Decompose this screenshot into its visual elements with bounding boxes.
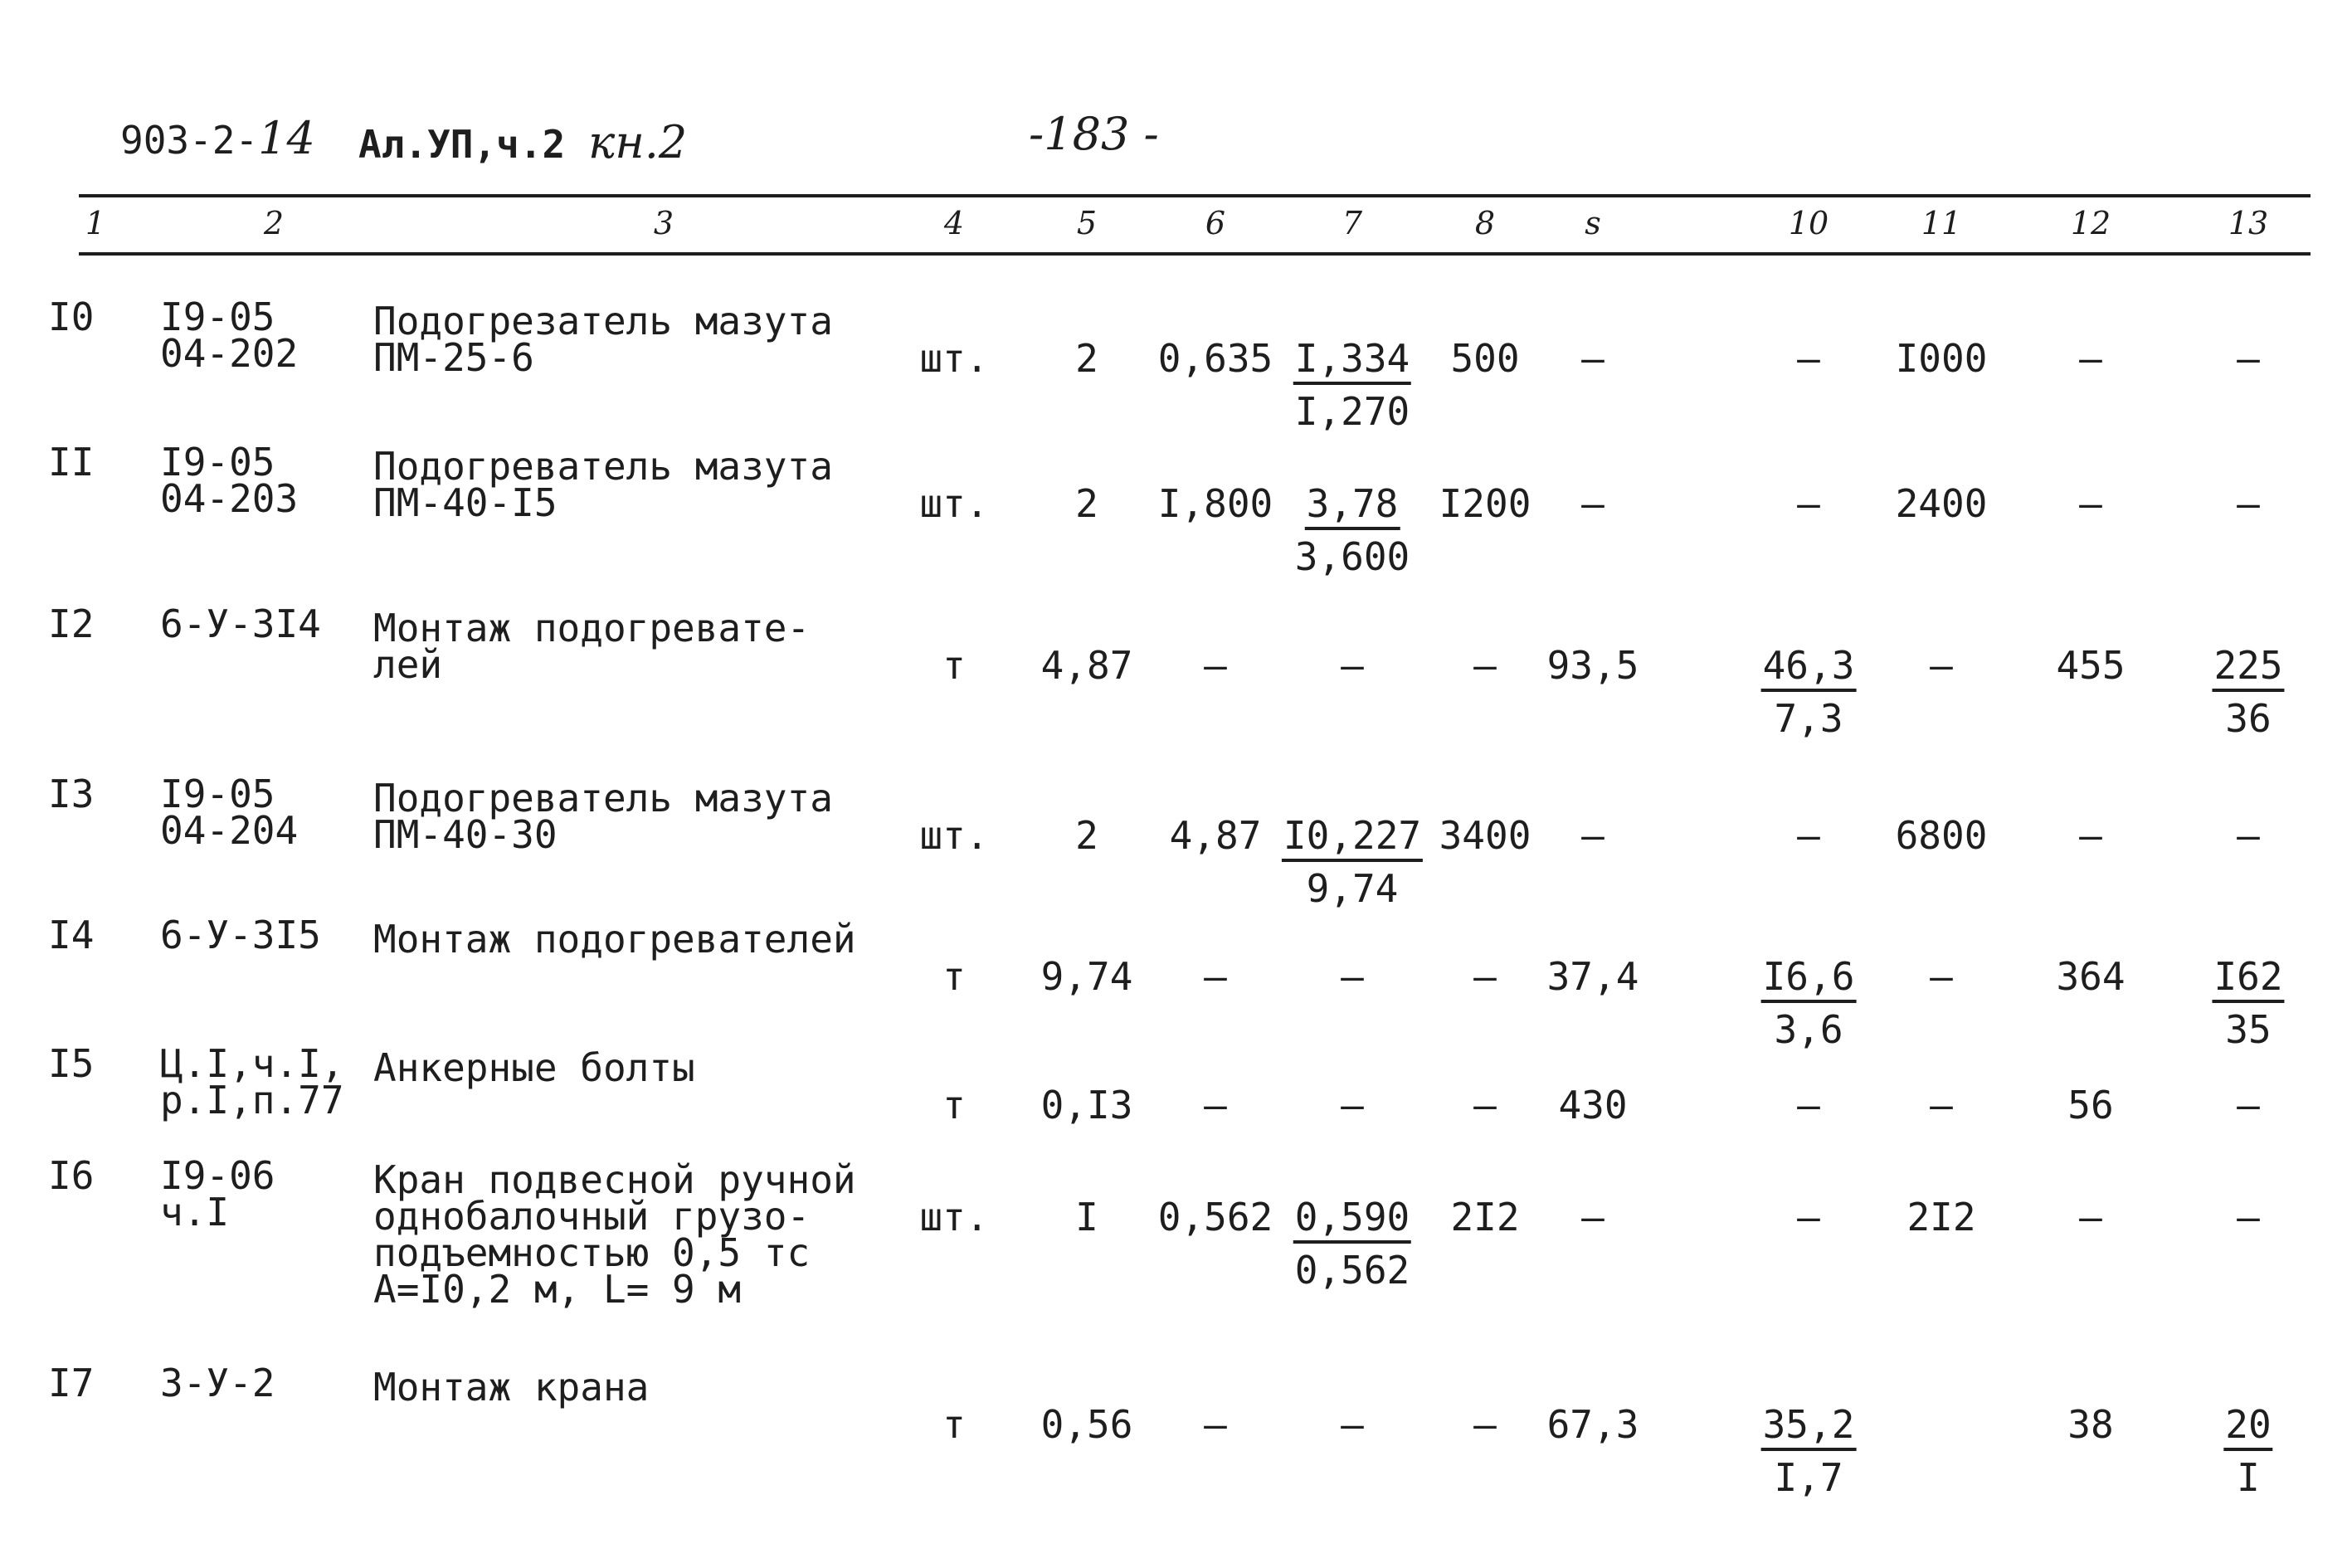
- value-cell-6: –: [1204, 643, 1227, 688]
- column-number-2: 2: [263, 205, 285, 241]
- unit-cell: шт.: [919, 336, 989, 381]
- column-number-10: 10: [1788, 205, 1829, 241]
- norm-code-line: 04-204: [160, 808, 299, 853]
- value-cell-8: –: [1473, 1083, 1497, 1127]
- row-number: I6: [48, 1153, 95, 1198]
- norm-code-line: 04-202: [160, 331, 299, 376]
- item-name-line: Анкерные болты: [373, 1045, 695, 1090]
- fraction-cell-10: [1761, 1402, 1857, 1500]
- album-reference: [358, 116, 687, 168]
- fraction-cell-7-denominator: 0,562: [1294, 1248, 1410, 1293]
- item-name-line: лей: [373, 642, 443, 687]
- row-number: I4: [48, 913, 95, 957]
- item-name-line: Монтаж подогревателей: [373, 917, 856, 962]
- norm-code-line: I9-05: [160, 295, 275, 339]
- value-cell-6: 0,562: [1157, 1195, 1273, 1239]
- value-cell-11: 2400: [1895, 481, 1988, 526]
- value-cell-13: –: [2237, 1083, 2260, 1127]
- column-number-7: 7: [1342, 205, 1363, 241]
- value-cell-9: 67,3: [1546, 1402, 1639, 1447]
- column-number-3: 3: [653, 205, 674, 241]
- value-cell-6: –: [1204, 1083, 1227, 1127]
- value-cell-11: –: [1930, 954, 1953, 999]
- value-cell-10: –: [1797, 813, 1820, 858]
- value-cell-12: 364: [2056, 954, 2126, 999]
- norm-code-line: р.I,п.77: [160, 1078, 344, 1122]
- value-cell-10: –: [1797, 1195, 1820, 1239]
- norm-code-line: 6-У-3I4: [160, 601, 321, 646]
- value-cell-9: 430: [1558, 1083, 1628, 1127]
- norm-code-line: 04-203: [160, 476, 299, 521]
- norm-code-line: I9-05: [160, 772, 275, 816]
- quantity-cell: 2: [1075, 481, 1098, 526]
- page-number: -183 -: [1029, 108, 1159, 160]
- quantity-cell: 2: [1075, 336, 1098, 381]
- value-cell-7: –: [1341, 1402, 1364, 1447]
- value-cell-12: –: [2079, 813, 2102, 858]
- quantity-cell: 4,87: [1040, 643, 1133, 688]
- value-cell-10: –: [1797, 481, 1820, 526]
- fraction-cell-7-denominator: 9,74: [1306, 866, 1399, 911]
- fraction-cell-13-numerator: 20: [2223, 1406, 2272, 1451]
- value-cell-8: 500: [1450, 336, 1520, 381]
- value-cell-8: –: [1473, 643, 1497, 688]
- value-cell-7: –: [1341, 643, 1364, 688]
- column-number-4: 4: [943, 205, 965, 241]
- quantity-cell: 9,74: [1040, 954, 1133, 999]
- value-cell-12: 56: [2067, 1083, 2114, 1127]
- unit-cell: шт.: [919, 481, 989, 526]
- header-top-rule: [79, 194, 2311, 197]
- row-number: I2: [48, 601, 95, 646]
- fraction-cell-10-denominator: 7,3: [1774, 696, 1843, 741]
- column-number-5: 5: [1076, 205, 1098, 241]
- item-name-line: Подогреватель мазута: [373, 776, 833, 821]
- column-number-6: 6: [1205, 205, 1226, 241]
- column-number-9: s: [1585, 205, 1601, 241]
- value-cell-7: –: [1341, 1083, 1364, 1127]
- value-cell-11: 2I2: [1906, 1195, 1976, 1239]
- column-number-1: 1: [85, 205, 106, 241]
- norm-code-line: I9-06: [160, 1153, 275, 1198]
- item-name-line: A=I0,2 м, L= 9 м: [373, 1267, 742, 1312]
- quantity-cell: 2: [1075, 813, 1098, 858]
- norm-code-line: ч.I: [160, 1190, 230, 1234]
- value-cell-13: –: [2237, 336, 2260, 381]
- value-cell-13: –: [2237, 813, 2260, 858]
- unit-cell: т: [942, 643, 966, 688]
- value-cell-9: –: [1581, 813, 1605, 858]
- fraction-cell-10-numerator: 35,2: [1761, 1406, 1857, 1451]
- fraction-cell-7-denominator: 3,600: [1294, 534, 1410, 579]
- value-cell-9: 93,5: [1546, 643, 1639, 688]
- fraction-cell-13-denominator: 35: [2225, 1007, 2272, 1052]
- value-cell-12: 455: [2056, 643, 2126, 688]
- value-cell-6: –: [1204, 954, 1227, 999]
- value-cell-6: –: [1204, 1402, 1227, 1447]
- quantity-cell: 0,I3: [1040, 1083, 1133, 1127]
- value-cell-9: 37,4: [1546, 954, 1639, 999]
- document-code-printed: 903-2-: [120, 118, 259, 163]
- item-name-line: Подогреватель мазута: [373, 444, 833, 489]
- fraction-cell-7-numerator: I,334: [1293, 340, 1411, 385]
- value-cell-13: –: [2237, 1195, 2260, 1239]
- unit-cell: шт.: [919, 1195, 989, 1239]
- value-cell-12: 38: [2067, 1402, 2114, 1447]
- value-cell-6: 4,87: [1169, 813, 1262, 858]
- fraction-cell-13-numerator: 225: [2212, 647, 2284, 692]
- item-name-line: Монтаж крана: [373, 1365, 650, 1410]
- item-name-line: Кран подвесной ручной: [373, 1157, 856, 1202]
- value-cell-7: –: [1341, 954, 1364, 999]
- value-cell-6: I,800: [1157, 481, 1273, 526]
- unit-cell: т: [942, 1083, 966, 1127]
- quantity-cell: 0,56: [1040, 1402, 1133, 1447]
- item-name-line: ПМ-40-I5: [373, 480, 558, 525]
- value-cell-8: 3400: [1439, 813, 1531, 858]
- value-cell-11: 6800: [1895, 813, 1988, 858]
- column-number-8: 8: [1474, 205, 1496, 241]
- row-number: I0: [48, 295, 95, 339]
- norm-code-line: 6-У-3I5: [160, 913, 321, 957]
- quantity-cell: I: [1075, 1195, 1098, 1239]
- row-number: II: [48, 440, 95, 485]
- album-printed: Ал.УП,ч.2: [358, 122, 566, 167]
- column-number-12: 12: [2070, 205, 2111, 241]
- row-number: I5: [48, 1041, 95, 1086]
- fraction-cell-7-numerator: I0,227: [1282, 817, 1423, 862]
- value-cell-9: –: [1581, 336, 1605, 381]
- norm-code-line: Ц.I,ч.I,: [160, 1041, 344, 1086]
- header-bottom-rule: [79, 252, 2311, 256]
- fraction-cell-13: [2212, 954, 2284, 1052]
- fraction-cell-10-numerator: I6,6: [1761, 958, 1857, 1003]
- value-cell-12: –: [2079, 1195, 2102, 1239]
- row-number: I7: [48, 1361, 95, 1405]
- column-number-13: 13: [2228, 205, 2269, 241]
- fraction-cell-13-denominator: I: [2237, 1455, 2260, 1500]
- column-number-11: 11: [1921, 205, 1962, 241]
- value-cell-8: I200: [1439, 481, 1531, 526]
- item-name-line: ПМ-40-30: [373, 812, 558, 857]
- fraction-cell-10: [1761, 643, 1857, 741]
- unit-cell: шт.: [919, 813, 989, 858]
- value-cell-9: –: [1581, 1195, 1605, 1239]
- value-cell-10: –: [1797, 336, 1820, 381]
- unit-cell: т: [942, 954, 966, 999]
- value-cell-8: 2I2: [1450, 1195, 1520, 1239]
- unit-cell: т: [942, 1402, 966, 1447]
- fraction-cell-10: [1761, 954, 1857, 1052]
- fraction-cell-10-denominator: 3,6: [1774, 1007, 1843, 1052]
- fraction-cell-7: [1282, 813, 1423, 911]
- value-cell-13: –: [2237, 481, 2260, 526]
- fraction-cell-10-denominator: I,7: [1774, 1455, 1843, 1500]
- fraction-cell-10-numerator: 46,3: [1761, 647, 1857, 692]
- fraction-cell-7-numerator: 0,590: [1293, 1199, 1411, 1244]
- value-cell-10: –: [1797, 1083, 1820, 1127]
- value-cell-12: –: [2079, 336, 2102, 381]
- value-cell-11: I000: [1895, 336, 1988, 381]
- album-handwritten: кн.2: [587, 116, 688, 168]
- fraction-cell-13: [2223, 1402, 2272, 1500]
- document-code: [120, 112, 315, 164]
- value-cell-8: –: [1473, 954, 1497, 999]
- fraction-cell-7-numerator: 3,78: [1305, 485, 1400, 530]
- value-cell-9: –: [1581, 481, 1605, 526]
- fraction-cell-7-denominator: I,270: [1294, 389, 1410, 434]
- value-cell-11: –: [1930, 643, 1953, 688]
- fraction-cell-7: [1293, 336, 1411, 434]
- document-code-handwritten: 14: [258, 112, 315, 164]
- norm-code-line: 3-У-2: [160, 1361, 275, 1405]
- item-name-line: Монтаж подогревате-: [373, 606, 811, 650]
- item-name-line: однобалочный грузо-: [373, 1194, 811, 1239]
- row-number: I3: [48, 772, 95, 816]
- value-cell-11: –: [1930, 1083, 1953, 1127]
- norm-code-line: I9-05: [160, 440, 275, 485]
- value-cell-12: –: [2079, 481, 2102, 526]
- item-name-line: ПМ-25-6: [373, 335, 534, 380]
- value-cell-8: –: [1473, 1402, 1497, 1447]
- fraction-cell-7: [1294, 481, 1410, 579]
- fraction-cell-13-denominator: 36: [2225, 696, 2272, 741]
- fraction-cell-13: [2212, 643, 2284, 741]
- fraction-cell-13-numerator: I62: [2212, 958, 2284, 1003]
- fraction-cell-7: [1293, 1195, 1411, 1293]
- item-name-line: подъемностью 0,5 тс: [373, 1230, 811, 1275]
- item-name-line: Подогрезатель мазута: [373, 299, 833, 343]
- value-cell-6: 0,635: [1157, 336, 1273, 381]
